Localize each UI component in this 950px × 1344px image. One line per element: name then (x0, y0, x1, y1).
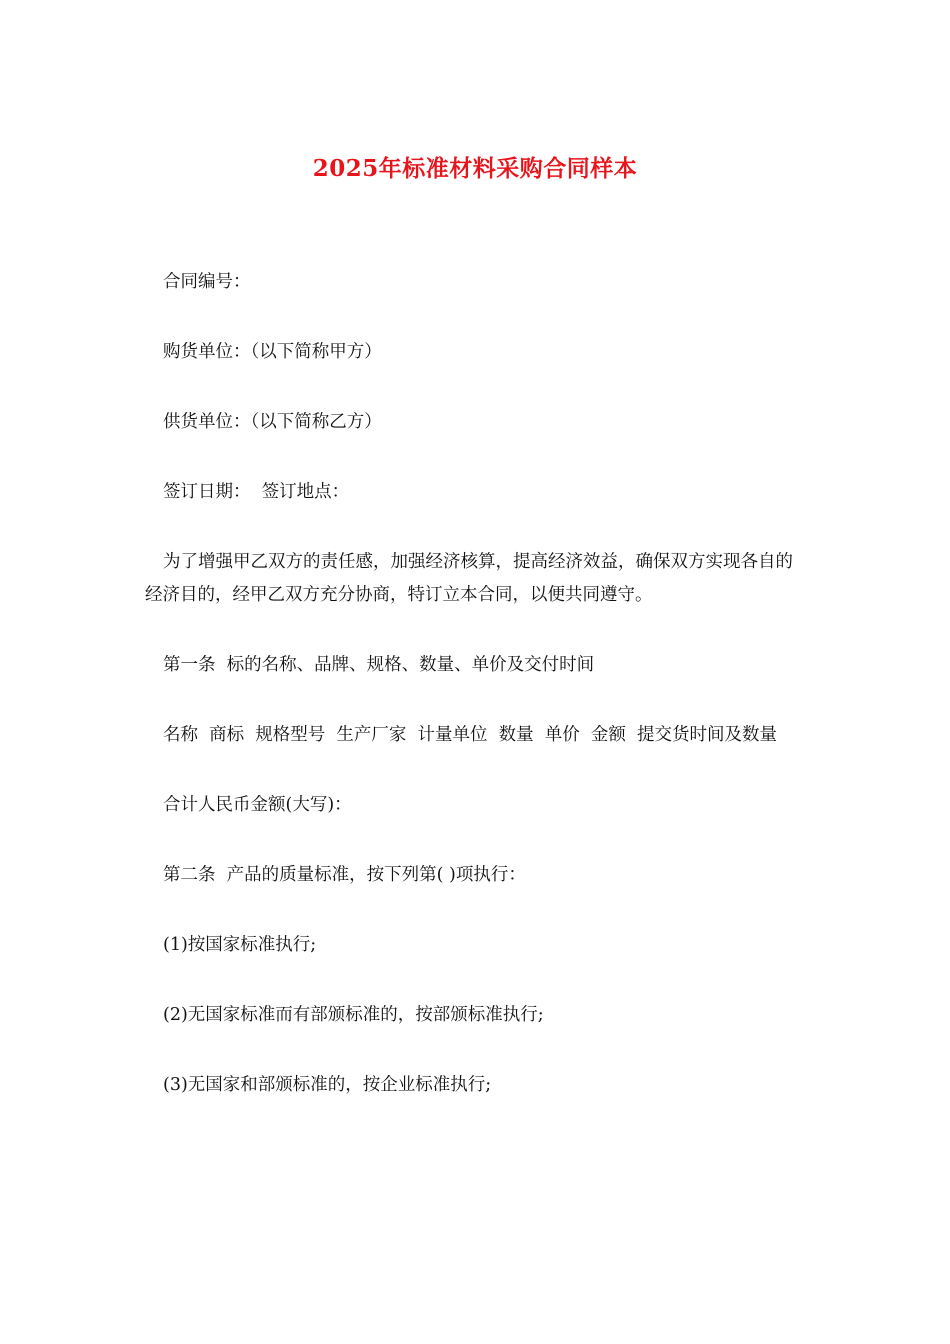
article-one-heading: 第一条 标的名称、品牌、规格、数量、单价及交付时间 (163, 655, 595, 675)
contract-number-line: 合同编号： (163, 272, 251, 292)
standard-option-2: (2)无国家标准而有部颁标准的，按部颁标准执行; (163, 1005, 544, 1025)
signing-date-place-line: 签订日期： 签订地点： (163, 482, 350, 502)
item-columns-line: 名称 商标 规格型号 生产厂家 计量单位 数量 单价 金额 提交货时间及数量 (163, 725, 778, 745)
standard-option-1: (1)按国家标准执行; (163, 935, 317, 955)
standard-option-3: (3)无国家和部颁标准的，按企业标准执行; (163, 1075, 492, 1095)
buyer-line: 购货单位：（以下简称甲方） (163, 342, 382, 362)
document-body (145, 266, 805, 1139)
document-title: 2025年标准材料采购合同样本 (312, 155, 638, 182)
article-two-heading: 第二条 产品的质量标准，按下列第( )项执行： (163, 865, 526, 885)
preamble-paragraph: 为了增强甲乙双方的责任感，加强经济核算，提高经济效益，确保双方实现各自的经济目的，经甲乙双方充分协商，特订立本合同，以便共同遵守。 (145, 552, 793, 605)
supplier-line: 供货单位：（以下简称乙方） (163, 412, 382, 432)
total-amount-line: 合计人民币金额(大写)： (163, 795, 352, 815)
